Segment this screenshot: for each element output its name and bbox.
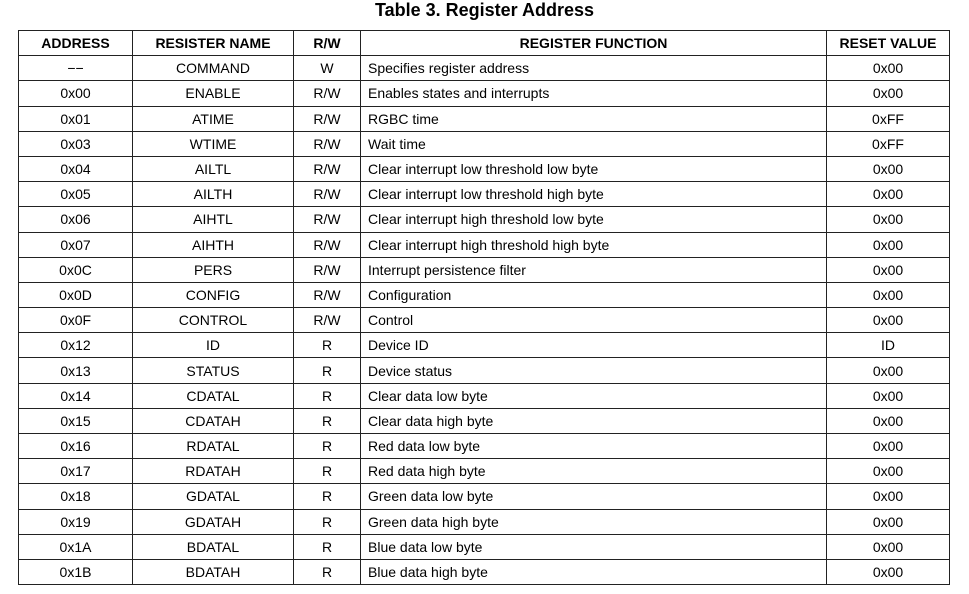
table-row bbox=[19, 81, 950, 106]
table-title: Table 3. Register Address bbox=[374, 0, 595, 20]
cell-reset: 0x00 bbox=[827, 383, 950, 408]
cell-reset: 0xFF bbox=[827, 131, 950, 156]
cell-address: 0x1B bbox=[19, 559, 133, 584]
table-row bbox=[19, 333, 950, 358]
cell-rw: R/W bbox=[294, 207, 361, 232]
cell-name: BDATAL bbox=[133, 534, 294, 559]
cell-address: 0x16 bbox=[19, 434, 133, 459]
cell-reset: 0x00 bbox=[827, 257, 950, 282]
cell-address: 0x03 bbox=[19, 131, 133, 156]
cell-address: 0x19 bbox=[19, 509, 133, 534]
cell-function: Interrupt persistence filter bbox=[361, 257, 827, 282]
cell-reset: 0x00 bbox=[827, 408, 950, 433]
table-row bbox=[19, 308, 950, 333]
table-row bbox=[19, 156, 950, 181]
column-header-name: RESISTER NAME bbox=[133, 31, 294, 56]
cell-name: RDATAL bbox=[133, 434, 294, 459]
cell-rw: R bbox=[294, 383, 361, 408]
cell-rw: R/W bbox=[294, 156, 361, 181]
cell-reset: 0x00 bbox=[827, 56, 950, 81]
cell-address: 0x05 bbox=[19, 182, 133, 207]
cell-function: Clear interrupt low threshold low byte bbox=[361, 156, 827, 181]
cell-function: Red data high byte bbox=[361, 459, 827, 484]
table-row bbox=[19, 559, 950, 584]
cell-rw: R bbox=[294, 509, 361, 534]
cell-reset: 0x00 bbox=[827, 282, 950, 307]
cell-function: Clear interrupt high threshold low byte bbox=[361, 207, 827, 232]
cell-name: BDATAH bbox=[133, 559, 294, 584]
cell-name: ENABLE bbox=[133, 81, 294, 106]
cell-rw: R bbox=[294, 459, 361, 484]
cell-function: Enables states and interrupts bbox=[361, 81, 827, 106]
cell-address: 0x0D bbox=[19, 282, 133, 307]
cell-name: ID bbox=[133, 333, 294, 358]
cell-name: AIHTH bbox=[133, 232, 294, 257]
cell-rw: R/W bbox=[294, 81, 361, 106]
table-row bbox=[19, 509, 950, 534]
cell-name: CONTROL bbox=[133, 308, 294, 333]
table-row bbox=[19, 408, 950, 433]
cell-rw: R bbox=[294, 484, 361, 509]
cell-address: 0x17 bbox=[19, 459, 133, 484]
register-table bbox=[18, 30, 950, 585]
table-row bbox=[19, 56, 950, 81]
table-row bbox=[19, 459, 950, 484]
cell-address: 0x0F bbox=[19, 308, 133, 333]
cell-reset: 0x00 bbox=[827, 484, 950, 509]
cell-reset: 0x00 bbox=[827, 207, 950, 232]
cell-reset: 0x00 bbox=[827, 308, 950, 333]
cell-name: GDATAH bbox=[133, 509, 294, 534]
table-row bbox=[19, 282, 950, 307]
cell-reset: 0x00 bbox=[827, 434, 950, 459]
cell-address: 0x13 bbox=[19, 358, 133, 383]
cell-name: CDATAL bbox=[133, 383, 294, 408]
cell-address: 0x06 bbox=[19, 207, 133, 232]
table-row bbox=[19, 534, 950, 559]
table-row bbox=[19, 207, 950, 232]
cell-name: RDATAH bbox=[133, 459, 294, 484]
cell-name: COMMAND bbox=[133, 56, 294, 81]
table-row bbox=[19, 257, 950, 282]
cell-function: Green data high byte bbox=[361, 509, 827, 534]
cell-rw: R/W bbox=[294, 232, 361, 257]
cell-rw: R bbox=[294, 408, 361, 433]
column-header-address: ADDRESS bbox=[19, 31, 133, 56]
cell-function: Clear data high byte bbox=[361, 408, 827, 433]
cell-address: 0x18 bbox=[19, 484, 133, 509]
cell-rw: R/W bbox=[294, 106, 361, 131]
cell-rw: R/W bbox=[294, 182, 361, 207]
cell-function: Device ID bbox=[361, 333, 827, 358]
cell-function: Clear interrupt low threshold high byte bbox=[361, 182, 827, 207]
cell-function: Clear interrupt high threshold high byte bbox=[361, 232, 827, 257]
cell-function: Green data low byte bbox=[361, 484, 827, 509]
cell-reset: 0xFF bbox=[827, 106, 950, 131]
cell-address: 0x07 bbox=[19, 232, 133, 257]
cell-rw: R bbox=[294, 358, 361, 383]
table-row bbox=[19, 232, 950, 257]
cell-address: 0x0C bbox=[19, 257, 133, 282]
cell-rw: R/W bbox=[294, 282, 361, 307]
column-header-rw: R/W bbox=[294, 31, 361, 56]
cell-name: CONFIG bbox=[133, 282, 294, 307]
column-header-function: REGISTER FUNCTION bbox=[361, 31, 827, 56]
table-body bbox=[19, 56, 950, 585]
table-row bbox=[19, 106, 950, 131]
cell-name: AIHTL bbox=[133, 207, 294, 232]
cell-name: AILTL bbox=[133, 156, 294, 181]
cell-function: Red data low byte bbox=[361, 434, 827, 459]
cell-address: 0x15 bbox=[19, 408, 133, 433]
cell-function: RGBC time bbox=[361, 106, 827, 131]
cell-function: Blue data high byte bbox=[361, 559, 827, 584]
column-header-reset: RESET VALUE bbox=[827, 31, 950, 56]
cell-reset: 0x00 bbox=[827, 182, 950, 207]
cell-function: Wait time bbox=[361, 131, 827, 156]
cell-function: Configuration bbox=[361, 282, 827, 307]
cell-rw: R bbox=[294, 534, 361, 559]
cell-function: Control bbox=[361, 308, 827, 333]
cell-function: Blue data low byte bbox=[361, 534, 827, 559]
cell-rw: R/W bbox=[294, 308, 361, 333]
cell-name: WTIME bbox=[133, 131, 294, 156]
cell-name: CDATAH bbox=[133, 408, 294, 433]
table-row bbox=[19, 383, 950, 408]
cell-reset: 0x00 bbox=[827, 459, 950, 484]
cell-address: 0x1A bbox=[19, 534, 133, 559]
cell-name: AILTH bbox=[133, 182, 294, 207]
cell-reset: 0x00 bbox=[827, 509, 950, 534]
cell-reset: 0x00 bbox=[827, 81, 950, 106]
table-row bbox=[19, 484, 950, 509]
cell-name: STATUS bbox=[133, 358, 294, 383]
cell-rw: R bbox=[294, 559, 361, 584]
cell-reset: 0x00 bbox=[827, 232, 950, 257]
cell-address: 0x01 bbox=[19, 106, 133, 131]
cell-address: 0x12 bbox=[19, 333, 133, 358]
cell-reset: 0x00 bbox=[827, 156, 950, 181]
cell-rw: R/W bbox=[294, 131, 361, 156]
cell-rw: R bbox=[294, 333, 361, 358]
cell-rw: W bbox=[294, 56, 361, 81]
table-row bbox=[19, 358, 950, 383]
cell-rw: R bbox=[294, 434, 361, 459]
cell-reset: 0x00 bbox=[827, 358, 950, 383]
header-row bbox=[19, 31, 950, 56]
table-row bbox=[19, 182, 950, 207]
cell-name: GDATAL bbox=[133, 484, 294, 509]
cell-address: 0x14 bbox=[19, 383, 133, 408]
cell-name: ATIME bbox=[133, 106, 294, 131]
cell-rw: R/W bbox=[294, 257, 361, 282]
cell-function: Device status bbox=[361, 358, 827, 383]
table-row bbox=[19, 131, 950, 156]
cell-function: Specifies register address bbox=[361, 56, 827, 81]
cell-address: 0x04 bbox=[19, 156, 133, 181]
cell-reset: ID bbox=[827, 333, 950, 358]
cell-reset: 0x00 bbox=[827, 534, 950, 559]
table-row bbox=[19, 434, 950, 459]
cell-reset: 0x00 bbox=[827, 559, 950, 584]
cell-address: 0x00 bbox=[19, 81, 133, 106]
cell-name: PERS bbox=[133, 257, 294, 282]
cell-address: −− bbox=[19, 56, 133, 81]
cell-function: Clear data low byte bbox=[361, 383, 827, 408]
